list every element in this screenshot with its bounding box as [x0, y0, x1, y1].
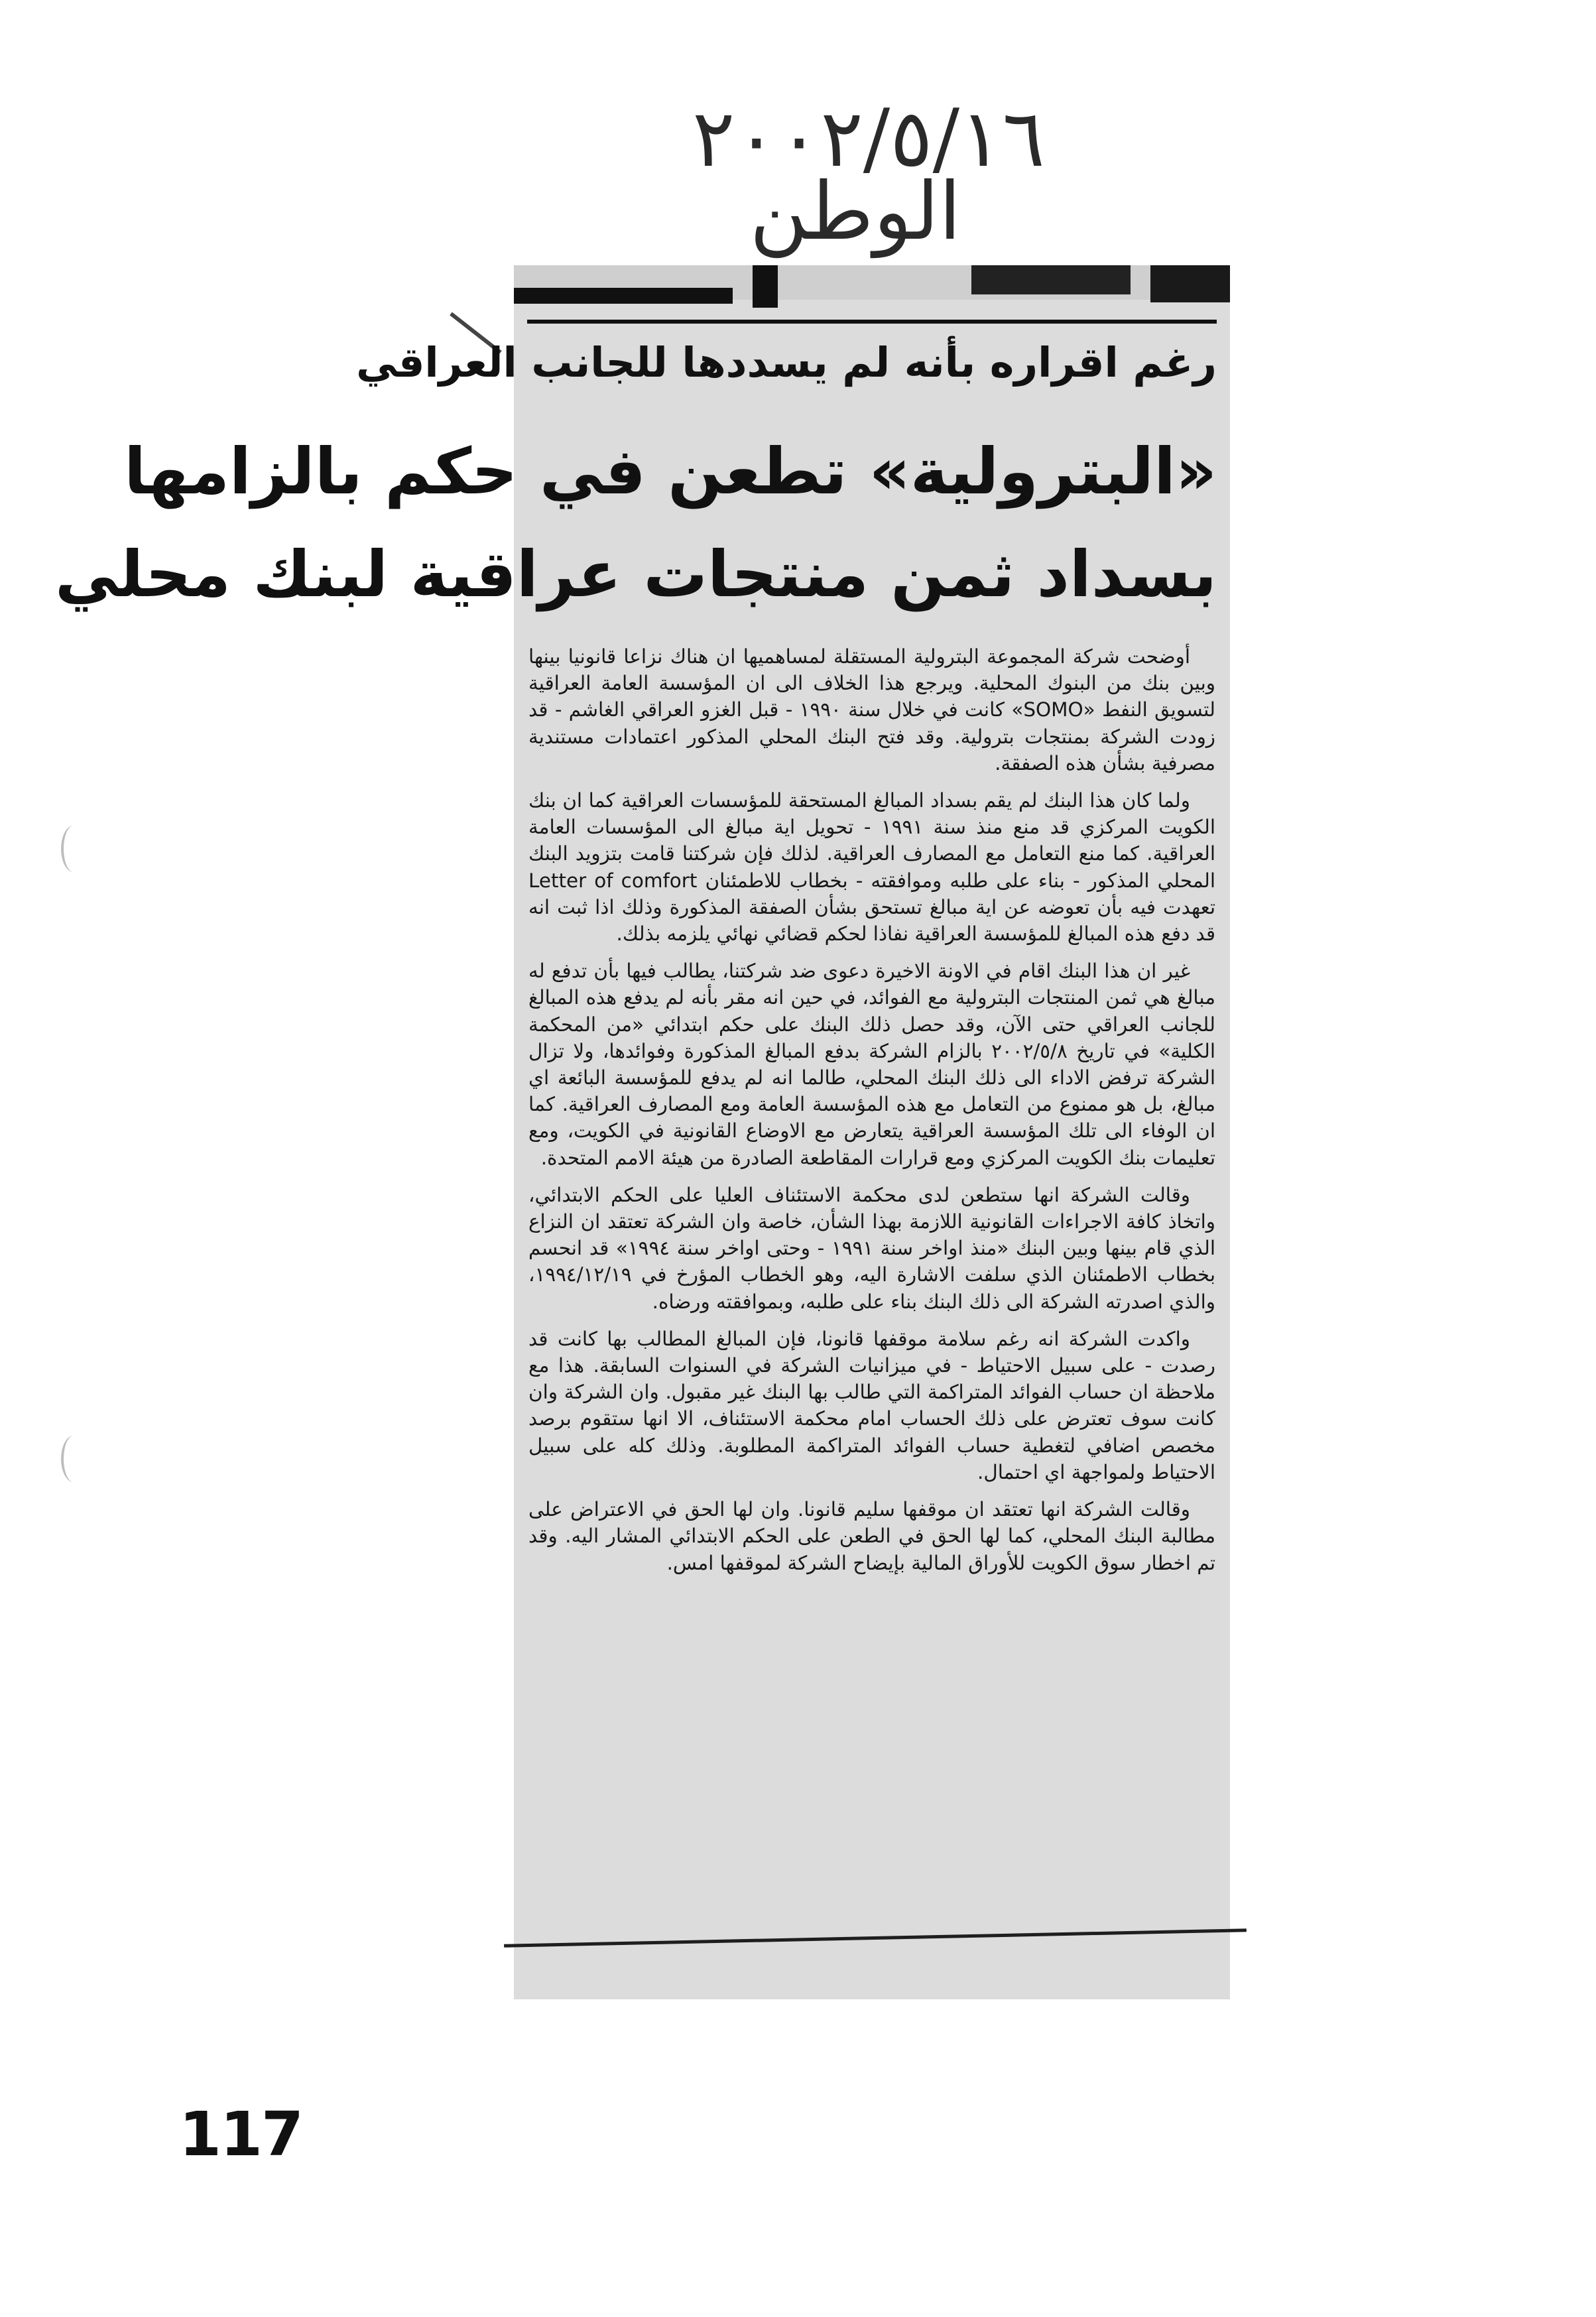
newspaper-clipping [55, 265, 1230, 1999]
article-paragraph: واكدت الشركة انه رغم سلامة موقفها قانونا، فإن المبالغ المطالب بها كانت قد رصدت - على سبيل الاحتياط - في ميزانيات الشركة في السنوات السابقة. هذا مع ملاحظة ان حساب الفوائد المتراكمة التي طالب بها البنك غير مقبول. وان الشركة وان كانت سوف تعترض على ذلك الحساب امام محكمة الاستئناف، الا انها ستقوم برصد مخصص اضافي لتغطية حساب الفوائد المتراكمة المطلوبة. وذلك كله على سبيل الاحتياط ولمواجهة اي احتمال. [528, 1327, 1215, 1483]
article-title-line-1: «البترولية» تطعن في حكم بالزامها [124, 434, 1217, 509]
article-paragraph: أوضحت شركة المجموعة البترولية المستقلة لمساهميها ان هناك نزاعا قانونيا بينها وبين بنك من البنوك المحلية. ويرجع هذا الخلاف الى ان المؤسسة العامة العراقية لتسويق النفط «SOMO» كانت في خلال سنة ١٩٩٠ - قبل الغزو العراقي الغاشم - قد زودت الشركة بمنتجات بترولية. وقد فتح البنك المحلي المذكور اعتمادات مستندية مصرفية بشأن هذه الصفقة. [528, 645, 1215, 775]
article-paragraph: وقالت الشركة انها تعتقد ان موقفها سليم قانونا. وان لها الحق في الاعتراض على مطالبة البنك المحلي، كما لها الحق في الطعن على الحكم الابتدائي المشار اليه. وقد تم اخطار سوق الكويت للأوراق المالية بإيضاح الشركة لموقفها امس. [528, 1498, 1215, 1574]
article-paragraph: وقالت الشركة انها ستطعن لدى محكمة الاستئناف العليا على الحكم الابتدائي، واتخاذ كافة الاجراءات القانونية اللازمة بهذا الشأن، خاصة وان الشركة تعتقد ان النزاع الذي قام بينها وبين البنك «منذ اواخر سنة ١٩٩١ - وحتى اواخر سنة ١٩٩٤» قد انحسم بخطاب الاطمئنان الذي سلفت الاشارة اليه، وهو الخطاب المؤرخ في ١٩٩٤/١٢/١٩، والذي اصدرته الشركة الى ذلك البنك بناء على طلبه، وبموافقته ورضاه. [528, 1183, 1215, 1313]
handwritten-date: ٢٠٠٢/٥/١٦ [692, 93, 1046, 185]
binder-hole [61, 1436, 86, 1482]
article-body [528, 643, 1215, 1587]
clipping-top-edge [514, 265, 1230, 300]
article-kicker: رغم اقراره بأنه لم يسددها للجانب العراقي [356, 338, 1217, 387]
article-title-line-2: بسداد ثمن منتجات عراقية لبنك محلي [55, 537, 1217, 611]
article-paragraph: غير ان هذا البنك اقام في الاونة الاخيرة دعوى ضد شركتنا، يطالب فيها بأن تدفع له مبالغ هي ثمن المنتجات البترولية مع الفوائد، في حين انه مقر بأنه لم يدفع هذه المبالغ للجانب العراقي حتى الآن، وقد حصل ذلك البنك على حكم ابتدائي «من المحكمة الكلية» في تاريخ ٢٠٠٢/٥/٨ بالزام الشركة بدفع المبالغ المذكورة وفوائدها، ولا تزال الشركة ترفض الاداء الى ذلك البنك المحلي، طالما انه لم يدفع للمؤسسة البائعة اي مبالغ، بل هو ممنوع من التعامل مع هذه المؤسسة العامة ومع المصارف العراقية. كما ان الوفاء الى تلك المؤسسة العراقية يتعارض مع الاوضاع القانونية في الكويت، ومع تعليمات بنك الكويت المركزي ومع قرارات المقاطعة الصادرة من هيئة الامم المتحدة. [528, 960, 1215, 1169]
divider [527, 320, 1217, 324]
binder-hole [61, 826, 86, 872]
handwritten-source: الوطن [749, 166, 961, 258]
page-number: 117 [179, 2099, 303, 2170]
article-paragraph: ولما كان هذا البنك لم يقم بسداد المبالغ المستحقة للمؤسسات العراقية كما ان بنك الكويت المركزي قد منع منذ سنة ١٩٩١ - تحويل اية مبالغ الى المؤسسات العامة العراقية. كما منع التعامل مع المصارف العراقية. لذلك فإن شركتنا قامت بتزويد البنك المحلي المذكور - بناء على طلبه وموافقته - بخطاب للاطمئنان Letter of comfort تعهدت فيه بأن تعوضه عن اية مبالغ تستحق بشأن الصفقة المذكورة وذلك اذا ثبت انه قد دفع هذه المبالغ للمؤسسة العراقية نفاذا لحكم قضائي نهائي يلزمه بذلك. [528, 789, 1215, 946]
